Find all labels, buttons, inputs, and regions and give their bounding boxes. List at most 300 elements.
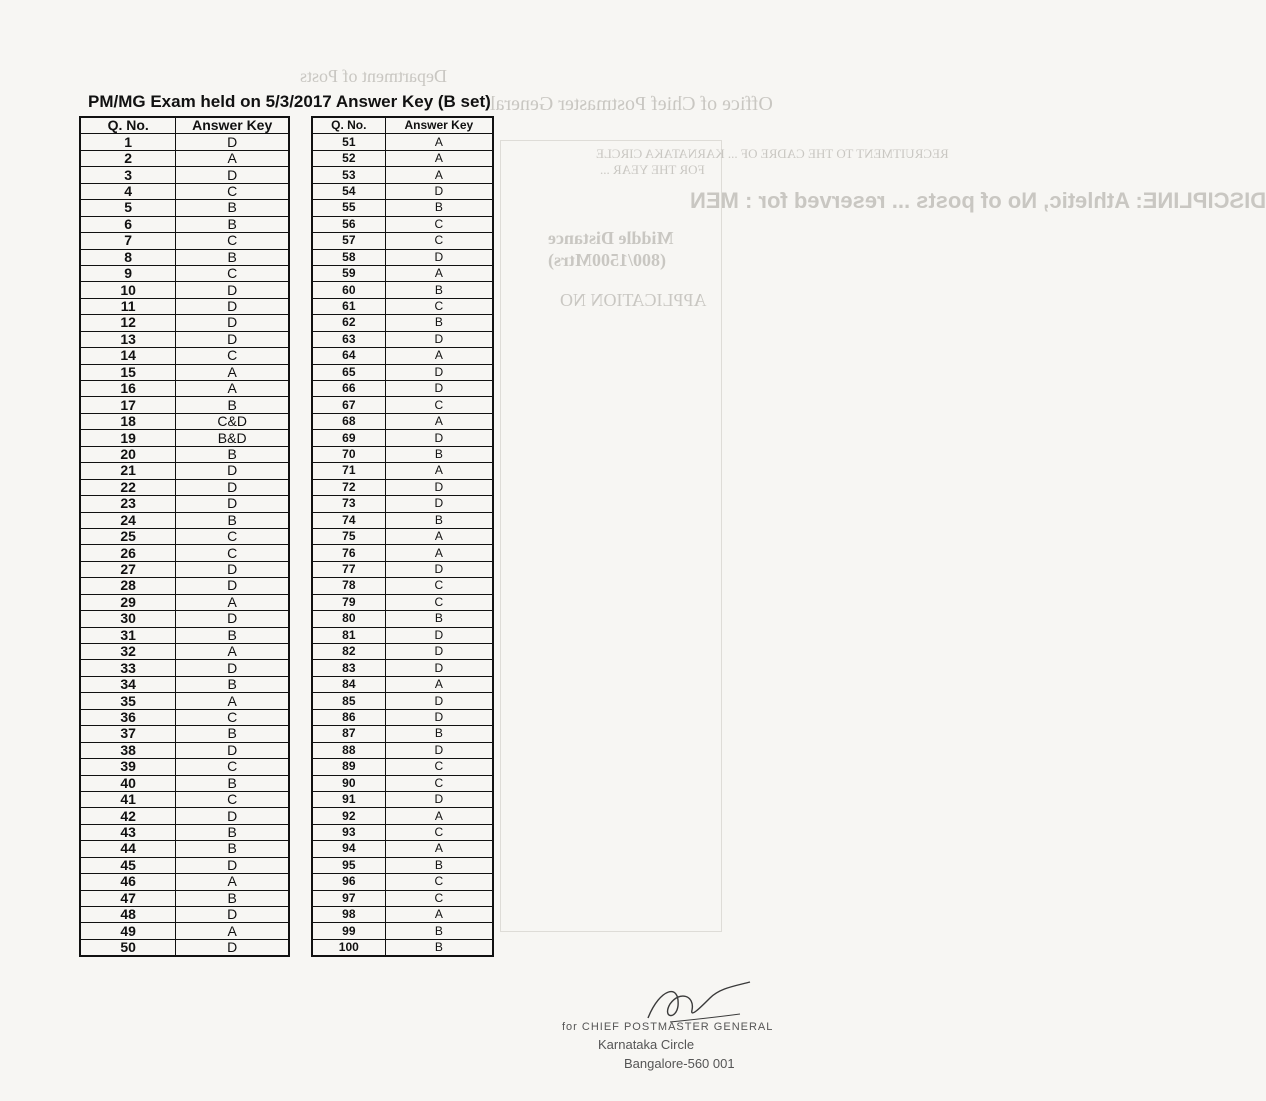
answer-cell: A [385, 528, 493, 544]
answer-cell: A [176, 874, 289, 890]
answer-cell: D [385, 644, 493, 660]
question-number-cell: 35 [80, 693, 176, 709]
question-number-cell: 58 [312, 249, 385, 265]
table-header-row [80, 117, 289, 134]
table-row [80, 660, 289, 676]
question-number-cell: 64 [312, 348, 385, 364]
answer-cell: C [385, 216, 493, 232]
table-row [80, 397, 289, 413]
table-row [312, 134, 493, 150]
table-row [80, 709, 289, 725]
question-number-cell: 61 [312, 298, 385, 314]
table-row [312, 627, 493, 643]
answer-cell: D [176, 298, 289, 314]
table-row [80, 167, 289, 183]
question-number-cell: 79 [312, 594, 385, 610]
table-row [312, 890, 493, 906]
table-row [312, 907, 493, 923]
answer-cell: D [176, 578, 289, 594]
question-number-cell: 43 [80, 824, 176, 840]
table-row [80, 857, 289, 873]
question-number-cell: 15 [80, 364, 176, 380]
table-row [312, 923, 493, 939]
table-row [80, 331, 289, 347]
question-number-cell: 76 [312, 545, 385, 561]
question-number-cell: 46 [80, 874, 176, 890]
answer-cell: B [176, 890, 289, 906]
table-row [80, 939, 289, 956]
table-row [80, 874, 289, 890]
answer-cell: D [176, 939, 289, 956]
answer-cell: B [385, 726, 493, 742]
table-row [80, 479, 289, 495]
question-number-cell: 96 [312, 874, 385, 890]
question-number-cell: 75 [312, 528, 385, 544]
question-number-cell: 90 [312, 775, 385, 791]
answer-cell: C [385, 890, 493, 906]
table-row [80, 759, 289, 775]
column-header-answer: Answer Key [176, 117, 289, 134]
table-row [80, 726, 289, 742]
table-row [312, 150, 493, 166]
answer-cell: D [176, 282, 289, 298]
question-number-cell: 57 [312, 233, 385, 249]
question-number-cell: 16 [80, 381, 176, 397]
answer-cell: D [176, 561, 289, 577]
answer-cell: D [176, 857, 289, 873]
answer-cell: D [385, 183, 493, 199]
answer-cell: B [176, 249, 289, 265]
table-row [80, 282, 289, 298]
answer-cell: A [385, 150, 493, 166]
table-row [80, 348, 289, 364]
table-row [80, 907, 289, 923]
answer-cell: B [176, 627, 289, 643]
answer-cell: D [176, 134, 289, 150]
column-header-qno: Q. No. [312, 117, 385, 134]
question-number-cell: 69 [312, 430, 385, 446]
table-row [80, 446, 289, 462]
answer-cell: D [385, 381, 493, 397]
question-number-cell: 10 [80, 282, 176, 298]
table-row [80, 644, 289, 660]
answer-cell: B [385, 939, 493, 956]
table-row [80, 496, 289, 512]
question-number-cell: 14 [80, 348, 176, 364]
table-row [312, 348, 493, 364]
question-number-cell: 41 [80, 791, 176, 807]
question-number-cell: 9 [80, 265, 176, 281]
answer-cell: C [176, 233, 289, 249]
answer-cell: A [176, 594, 289, 610]
answer-cell: C&D [176, 413, 289, 429]
question-number-cell: 63 [312, 331, 385, 347]
answer-cell: D [176, 742, 289, 758]
answer-cell: B [176, 726, 289, 742]
table-row [80, 808, 289, 824]
table-row [312, 282, 493, 298]
bleed-through-text: RECRUITMENT TO THE CADRE OF ... KARNATAKA CIRCLE [596, 146, 949, 161]
answer-cell: B [176, 676, 289, 692]
table-row [80, 841, 289, 857]
answer-table-right [311, 116, 494, 957]
table-row [80, 315, 289, 331]
table-row [80, 775, 289, 791]
table-row [312, 742, 493, 758]
answer-cell: D [385, 709, 493, 725]
question-number-cell: 50 [80, 939, 176, 956]
answer-cell: B [176, 200, 289, 216]
answer-cell: D [176, 167, 289, 183]
question-number-cell: 49 [80, 923, 176, 939]
question-number-cell: 62 [312, 315, 385, 331]
question-number-cell: 100 [312, 939, 385, 956]
question-number-cell: 89 [312, 759, 385, 775]
table-row [312, 693, 493, 709]
question-number-cell: 54 [312, 183, 385, 199]
answer-cell: A [385, 348, 493, 364]
answer-cell: D [385, 791, 493, 807]
table-row [312, 216, 493, 232]
answer-cell: D [176, 660, 289, 676]
question-number-cell: 5 [80, 200, 176, 216]
question-number-cell: 82 [312, 644, 385, 660]
table-row [312, 397, 493, 413]
question-number-cell: 1 [80, 134, 176, 150]
question-number-cell: 66 [312, 381, 385, 397]
answer-cell: B [385, 857, 493, 873]
answer-cell: B [176, 216, 289, 232]
question-number-cell: 13 [80, 331, 176, 347]
question-number-cell: 91 [312, 791, 385, 807]
table-row [80, 216, 289, 232]
table-row [312, 660, 493, 676]
answer-cell: A [385, 413, 493, 429]
question-number-cell: 83 [312, 660, 385, 676]
question-number-cell: 19 [80, 430, 176, 446]
answer-cell: C [385, 397, 493, 413]
table-row [312, 496, 493, 512]
answer-cell: D [385, 561, 493, 577]
question-number-cell: 3 [80, 167, 176, 183]
question-number-cell: 88 [312, 742, 385, 758]
table-row [312, 298, 493, 314]
table-row [80, 923, 289, 939]
question-number-cell: 68 [312, 413, 385, 429]
answer-cell: D [385, 660, 493, 676]
table-row [312, 331, 493, 347]
table-row [80, 463, 289, 479]
table-row [80, 430, 289, 446]
answer-cell: D [385, 627, 493, 643]
answer-cell: A [385, 841, 493, 857]
question-number-cell: 25 [80, 528, 176, 544]
table-row [312, 611, 493, 627]
question-number-cell: 40 [80, 775, 176, 791]
question-number-cell: 33 [80, 660, 176, 676]
table-row [80, 824, 289, 840]
bleed-through-text: FOR THE YEAR ... [600, 162, 705, 177]
answer-cell: A [385, 907, 493, 923]
answer-cell: B&D [176, 430, 289, 446]
question-number-cell: 2 [80, 150, 176, 166]
answer-cell: A [176, 364, 289, 380]
question-number-cell: 85 [312, 693, 385, 709]
column-header-qno: Q. No. [80, 117, 176, 134]
answer-cell: C [176, 709, 289, 725]
answer-cell: C [176, 759, 289, 775]
question-number-cell: 48 [80, 907, 176, 923]
answer-cell: C [385, 824, 493, 840]
question-number-cell: 22 [80, 479, 176, 495]
question-number-cell: 67 [312, 397, 385, 413]
question-number-cell: 92 [312, 808, 385, 824]
question-number-cell: 73 [312, 496, 385, 512]
table-row [312, 808, 493, 824]
answer-cell: C [176, 528, 289, 544]
question-number-cell: 65 [312, 364, 385, 380]
table-row [80, 233, 289, 249]
table-row [312, 430, 493, 446]
page-title: PM/MG Exam held on 5/3/2017 Answer Key (B set) [88, 92, 491, 111]
question-number-cell: 18 [80, 413, 176, 429]
answer-cell: A [385, 463, 493, 479]
question-number-cell: 80 [312, 611, 385, 627]
bleed-through-text: DISCIPLINE: Athletic, No of posts ... reserved for : MEN [690, 188, 1266, 213]
answer-cell: B [176, 512, 289, 528]
answer-cell: D [385, 479, 493, 495]
question-number-cell: 99 [312, 923, 385, 939]
answer-cell: B [385, 200, 493, 216]
question-number-cell: 4 [80, 183, 176, 199]
table-row [312, 545, 493, 561]
answer-cell: C [176, 348, 289, 364]
question-number-cell: 51 [312, 134, 385, 150]
answer-cell: B [176, 824, 289, 840]
table-row [80, 364, 289, 380]
answer-cell: B [385, 611, 493, 627]
answer-cell: D [385, 693, 493, 709]
table-row [312, 644, 493, 660]
question-number-cell: 32 [80, 644, 176, 660]
answer-cell: B [385, 282, 493, 298]
answer-cell: C [385, 578, 493, 594]
answer-cell: B [176, 446, 289, 462]
question-number-cell: 71 [312, 463, 385, 479]
answer-cell: A [385, 134, 493, 150]
table-row [80, 150, 289, 166]
question-number-cell: 17 [80, 397, 176, 413]
answer-cell: B [176, 397, 289, 413]
answer-cell: D [385, 249, 493, 265]
question-number-cell: 47 [80, 890, 176, 906]
question-number-cell: 38 [80, 742, 176, 758]
answer-cell: A [385, 167, 493, 183]
bleed-through-text: (800/1500Mtrs) [548, 250, 666, 270]
table-row [80, 578, 289, 594]
question-number-cell: 52 [312, 150, 385, 166]
question-number-cell: 95 [312, 857, 385, 873]
answer-table-left [79, 116, 290, 957]
answer-cell: D [176, 907, 289, 923]
question-number-cell: 74 [312, 512, 385, 528]
table-row [80, 298, 289, 314]
table-row [312, 578, 493, 594]
answer-cell: C [176, 183, 289, 199]
answer-cell: D [176, 496, 289, 512]
answer-cell: D [385, 430, 493, 446]
question-number-cell: 24 [80, 512, 176, 528]
column-header-answer: Answer Key [385, 117, 493, 134]
question-number-cell: 28 [80, 578, 176, 594]
answer-cell: D [385, 742, 493, 758]
question-number-cell: 42 [80, 808, 176, 824]
question-number-cell: 77 [312, 561, 385, 577]
question-number-cell: 36 [80, 709, 176, 725]
question-number-cell: 87 [312, 726, 385, 742]
answer-cell: A [385, 808, 493, 824]
question-number-cell: 44 [80, 841, 176, 857]
question-number-cell: 34 [80, 676, 176, 692]
bleed-through-text: Middle Distance [548, 228, 674, 248]
question-number-cell: 23 [80, 496, 176, 512]
answer-cell: D [385, 331, 493, 347]
question-number-cell: 94 [312, 841, 385, 857]
question-number-cell: 70 [312, 446, 385, 462]
question-number-cell: 20 [80, 446, 176, 462]
answer-cell: B [385, 512, 493, 528]
question-number-cell: 11 [80, 298, 176, 314]
answer-cell: D [385, 364, 493, 380]
answer-cell: D [176, 463, 289, 479]
bleed-through-text: Department of Posts [300, 66, 447, 86]
answer-cell: B [385, 923, 493, 939]
question-number-cell: 39 [80, 759, 176, 775]
question-number-cell: 56 [312, 216, 385, 232]
answer-cell: A [176, 693, 289, 709]
table-row [80, 512, 289, 528]
table-row [312, 824, 493, 840]
table-row [312, 200, 493, 216]
question-number-cell: 7 [80, 233, 176, 249]
answer-cell: D [176, 808, 289, 824]
question-number-cell: 12 [80, 315, 176, 331]
answer-cell: B [385, 315, 493, 331]
answer-cell: C [176, 545, 289, 561]
question-number-cell: 59 [312, 265, 385, 281]
answer-cell: D [176, 331, 289, 347]
table-row [312, 939, 493, 956]
table-row [312, 463, 493, 479]
table-row [312, 594, 493, 610]
table-row [80, 791, 289, 807]
answer-cell: A [176, 150, 289, 166]
table-row [80, 742, 289, 758]
table-row [312, 249, 493, 265]
table-row [312, 528, 493, 544]
table-row [312, 676, 493, 692]
table-row [312, 841, 493, 857]
table-row [80, 265, 289, 281]
answer-cell: B [176, 775, 289, 791]
seal-prefix: for [562, 1021, 578, 1033]
answer-cell: D [385, 496, 493, 512]
answer-cell: D [176, 315, 289, 331]
table-row [312, 364, 493, 380]
question-number-cell: 98 [312, 907, 385, 923]
answer-cell: A [385, 265, 493, 281]
table-row [312, 446, 493, 462]
bleed-through-text: APPLICATION NO [560, 290, 707, 310]
question-number-cell: 45 [80, 857, 176, 873]
question-number-cell: 26 [80, 545, 176, 561]
answer-cell: D [176, 611, 289, 627]
question-number-cell: 84 [312, 676, 385, 692]
answer-cell: C [385, 233, 493, 249]
answer-cell: C [385, 775, 493, 791]
table-row [312, 479, 493, 495]
answer-cell: A [385, 545, 493, 561]
answer-cell: A [176, 923, 289, 939]
table-row [80, 676, 289, 692]
bleed-through-text: Office of Chief Postmaster General [490, 93, 773, 115]
answer-cell: C [385, 759, 493, 775]
table-row [80, 183, 289, 199]
question-number-cell: 53 [312, 167, 385, 183]
question-number-cell: 55 [312, 200, 385, 216]
table-row [312, 381, 493, 397]
table-row [312, 413, 493, 429]
table-row [312, 167, 493, 183]
table-row [312, 874, 493, 890]
table-row [312, 561, 493, 577]
seal-line-circle: Karnataka Circle [598, 1037, 695, 1052]
answer-cell: A [176, 381, 289, 397]
table-row [80, 413, 289, 429]
question-number-cell: 31 [80, 627, 176, 643]
table-row [312, 791, 493, 807]
question-number-cell: 60 [312, 282, 385, 298]
seal-designation: CHIEF POSTMASTER GENERAL [581, 1021, 774, 1033]
table-row [312, 183, 493, 199]
table-row [80, 528, 289, 544]
answer-cell: C [385, 874, 493, 890]
table-row [80, 611, 289, 627]
answer-cell: D [176, 479, 289, 495]
question-number-cell: 97 [312, 890, 385, 906]
question-number-cell: 37 [80, 726, 176, 742]
answer-cell: A [176, 644, 289, 660]
seal-line-city: Bangalore-560 001 [624, 1056, 735, 1071]
answer-cell: C [176, 791, 289, 807]
table-row [80, 249, 289, 265]
table-row [312, 233, 493, 249]
table-row [312, 315, 493, 331]
table-row [80, 594, 289, 610]
question-number-cell: 29 [80, 594, 176, 610]
question-number-cell: 6 [80, 216, 176, 232]
table-row [312, 759, 493, 775]
answer-cell: B [176, 841, 289, 857]
table-row [312, 265, 493, 281]
answer-cell: C [385, 298, 493, 314]
table-row [80, 627, 289, 643]
table-row [80, 545, 289, 561]
table-row [312, 857, 493, 873]
question-number-cell: 93 [312, 824, 385, 840]
table-row [312, 709, 493, 725]
table-row [312, 726, 493, 742]
